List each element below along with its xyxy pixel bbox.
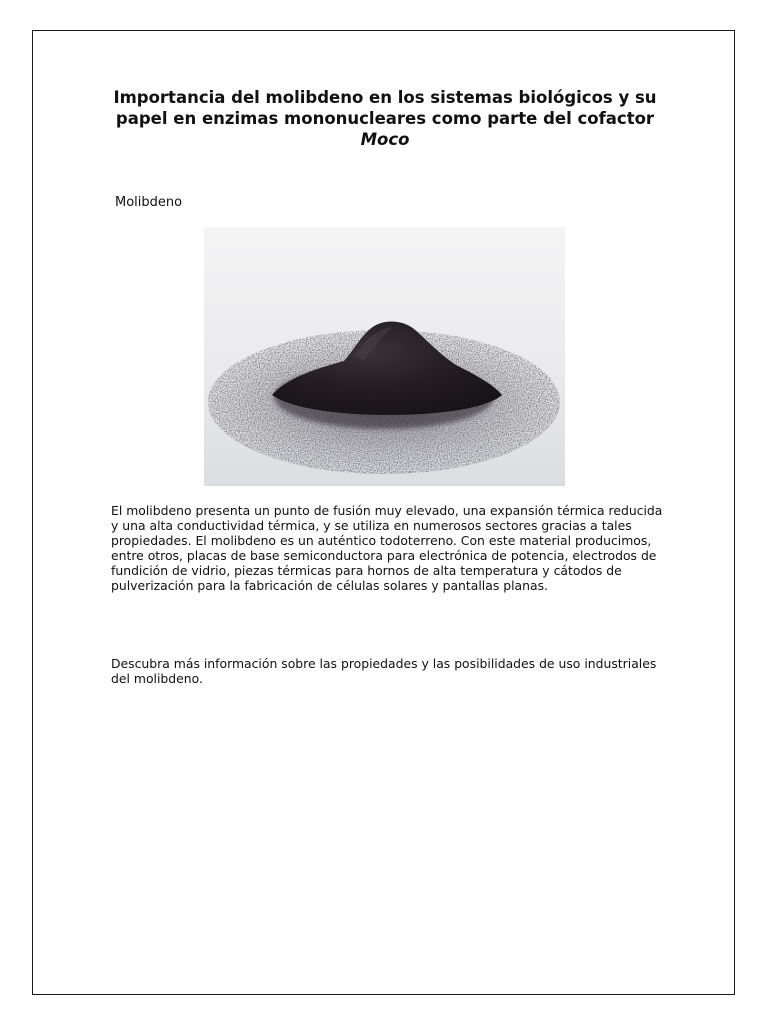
- body-paragraph: Descubra más información sobre las propiedades y las posibilidades de uso industriales del molibdeno.: [111, 656, 657, 686]
- molybdenum-powder-photo: [204, 227, 565, 486]
- document-page: [32, 30, 735, 995]
- document-title-emphasis: Moco: [360, 130, 410, 149]
- image-caption: Molibdeno: [115, 195, 183, 210]
- document-title: [93, 87, 677, 150]
- document-title-text: Importancia del molibdeno en los sistemas biológicos y su papel en enzimas mononucleares como parte del cofactor: [113, 88, 657, 128]
- body-paragraph: El molibdeno presenta un punto de fusión muy elevado, una expansión térmica reducida y una alta conductividad térmica, y se utiliza en numerosos sectores gracias a tales propiedades. El molibdeno es un auténtico todoterreno. Con este material producimos, entre otros, placas de base semiconductora para electrónica de potencia, electrodos de fundición de vidrio, piezas térmicas para hornos de alta temperatura y cátodos de pulverización para la fabricación de células solares y pantallas planas.: [111, 503, 663, 593]
